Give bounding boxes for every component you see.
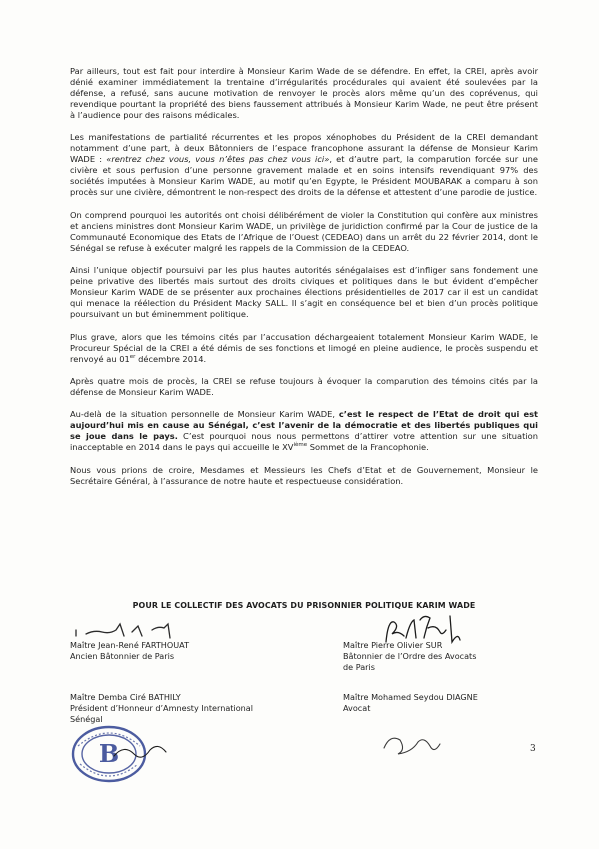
signatory-farthouat xyxy=(70,640,189,662)
signatory-title: Ancien Bâtonnier de Paris xyxy=(70,651,175,661)
text-segment: On comprend pourquoi les autorités ont choisi délibérément de violer la Constitution qui confère aux ministres et anciens ministres dont Monsieur Karim WADE, un privilège de juridiction confirmé par la Cour de justice de la Communauté Economique des Etats de l’Afrique de l’Ouest (CEDEAO) dans un arrêt du 22 février 2014, dont le Sénégal se refuse à exécuter malgré les rappels de la Commission de la CEDEAO. xyxy=(70,209,538,253)
signatory-sur xyxy=(343,640,476,673)
signatory-name: Maître Mohamed Seydou DIAGNE xyxy=(343,692,478,702)
signatory-title: Président d’Honneur d’Amnesty International xyxy=(70,703,253,713)
closing-heading: POUR LE COLLECTIF DES AVOCATS DU PRISONNIER POLITIQUE KARIM WADE xyxy=(132,601,476,610)
signatory-title: de Paris xyxy=(343,662,375,672)
paragraph xyxy=(70,332,538,365)
text-segment: «rentrez chez vous, vous n’êtes pas chez vous ici» xyxy=(106,154,330,165)
signatory-bathily xyxy=(70,692,253,725)
paragraph xyxy=(70,265,538,320)
text-segment: C’est pourquoi nous nous permettons d’attirer votre attention sur une situation inacceptable en 2014 dans le pays qui accueille le XV xyxy=(70,431,538,453)
signatory-title: Bâtonnier de l’Ordre des Avocats xyxy=(343,651,477,661)
text-segment: Nous vous prions de croire, Mesdames et Messieurs les Chefs d’Etat et de Gouvernement, Monsieur le Secrétaire Général, à l’assurance de notre haute et respectueuse considération. xyxy=(70,464,538,486)
text-segment: Ainsi l’unique objectif poursuivi par les plus hautes autorités sénégalaises est d’infliger sans fondement une peine privative des libertés mais surtout des droits civiques et politiques dans le but évident d’empêcher Monsieur Karim WADE de se présenter aux prochaines élections présidentielles de 2017 car il est un candidat qui menace la réélection du Président Macky SALL. Il s’agit en conséquence bel et bien d’un procès politique poursuivant un but éminemment politique. xyxy=(70,265,538,320)
paragraph xyxy=(70,409,538,453)
paragraph xyxy=(70,132,538,198)
text-segment: décembre 2014. xyxy=(135,353,207,364)
page-number: 3 xyxy=(530,744,536,754)
paragraph xyxy=(70,465,538,487)
text-segment: ième xyxy=(293,442,308,449)
signatory-title: Avocat xyxy=(343,703,371,713)
signatory-diagne xyxy=(343,692,478,714)
signature-bathily xyxy=(110,736,170,766)
text-segment: Les manifestations de partialité récurrentes et les propos xénophobes du Président de la CREI demandant notamment d’une part, à deux Bâtonniers de l’espace francophone assurant la défense de Monsieur Karim WADE : xyxy=(70,132,538,165)
letter-body xyxy=(70,66,538,498)
paragraph xyxy=(70,66,538,121)
text-segment: Plus grave, alors que les témoins cités par l’accusation déchargeaient totalement Monsieur Karim WADE, le Procureur Spécial de la CREI a été démis de ses fonctions et limogé en pleine audience, le procès suspendu et renvoyé au 01 xyxy=(70,331,538,364)
signatory-title: Sénégal xyxy=(70,714,103,724)
signatory-name: Maître Jean-René FARTHOUAT xyxy=(70,640,190,650)
signatory-name: Maître Pierre Olivier SUR xyxy=(343,640,443,650)
signatory-name: Maître Demba Ciré BATHILY xyxy=(70,692,181,702)
text-segment: Au-delà de la situation personnelle de Monsieur Karim WADE, xyxy=(70,409,339,420)
signature-diagne xyxy=(378,728,448,760)
text-segment: c’est le respect de l’Etat de droit qui est aujourd’hui mis en cause au Sénégal, c’est l’avenir de la démocratie et des libertés publiques qui se joue dans le pays. xyxy=(70,409,538,442)
text-segment: , et d’autre part, la comparution forcée sur une civière et sous perfusion d’une personne gravement malade et en soins intensifs revendiquant 97% des sociétés imputées à Monsieur Karim WADE, au motif qu’en Egypte, le Président MOUBARAK a comparu à son procès sur une civière, démontrent le non-respect des droits de la défense et attestent d’une parodie de justice. xyxy=(70,154,538,198)
svg-text:B: B xyxy=(98,739,120,768)
text-segment: er xyxy=(129,353,136,360)
text-segment: Par ailleurs, tout est fait pour interdire à Monsieur Karim Wade de se défendre. En effet, la CREI, après avoir dénié examiner immédiatement la trentaine d’irrégularités procédurales qui avaient été soulevées par la défense, a refusé, sans aucune motivation de renvoyer le procès alors même qu’un des coprévenus, qui revendique pourtant la propriété des biens faussement attribués à Monsieur Karim Wade, ne peut être présent à l’audience pour des raisons médicales. xyxy=(70,66,538,120)
paragraph xyxy=(70,210,538,254)
text-segment: Sommet de la Francophonie. xyxy=(307,442,429,453)
text-segment: Après quatre mois de procès, la CREI se refuse toujours à évoquer la comparution des témoins cités par la défense de Monsieur Karim WADE. xyxy=(70,375,538,397)
paragraph xyxy=(70,376,538,398)
